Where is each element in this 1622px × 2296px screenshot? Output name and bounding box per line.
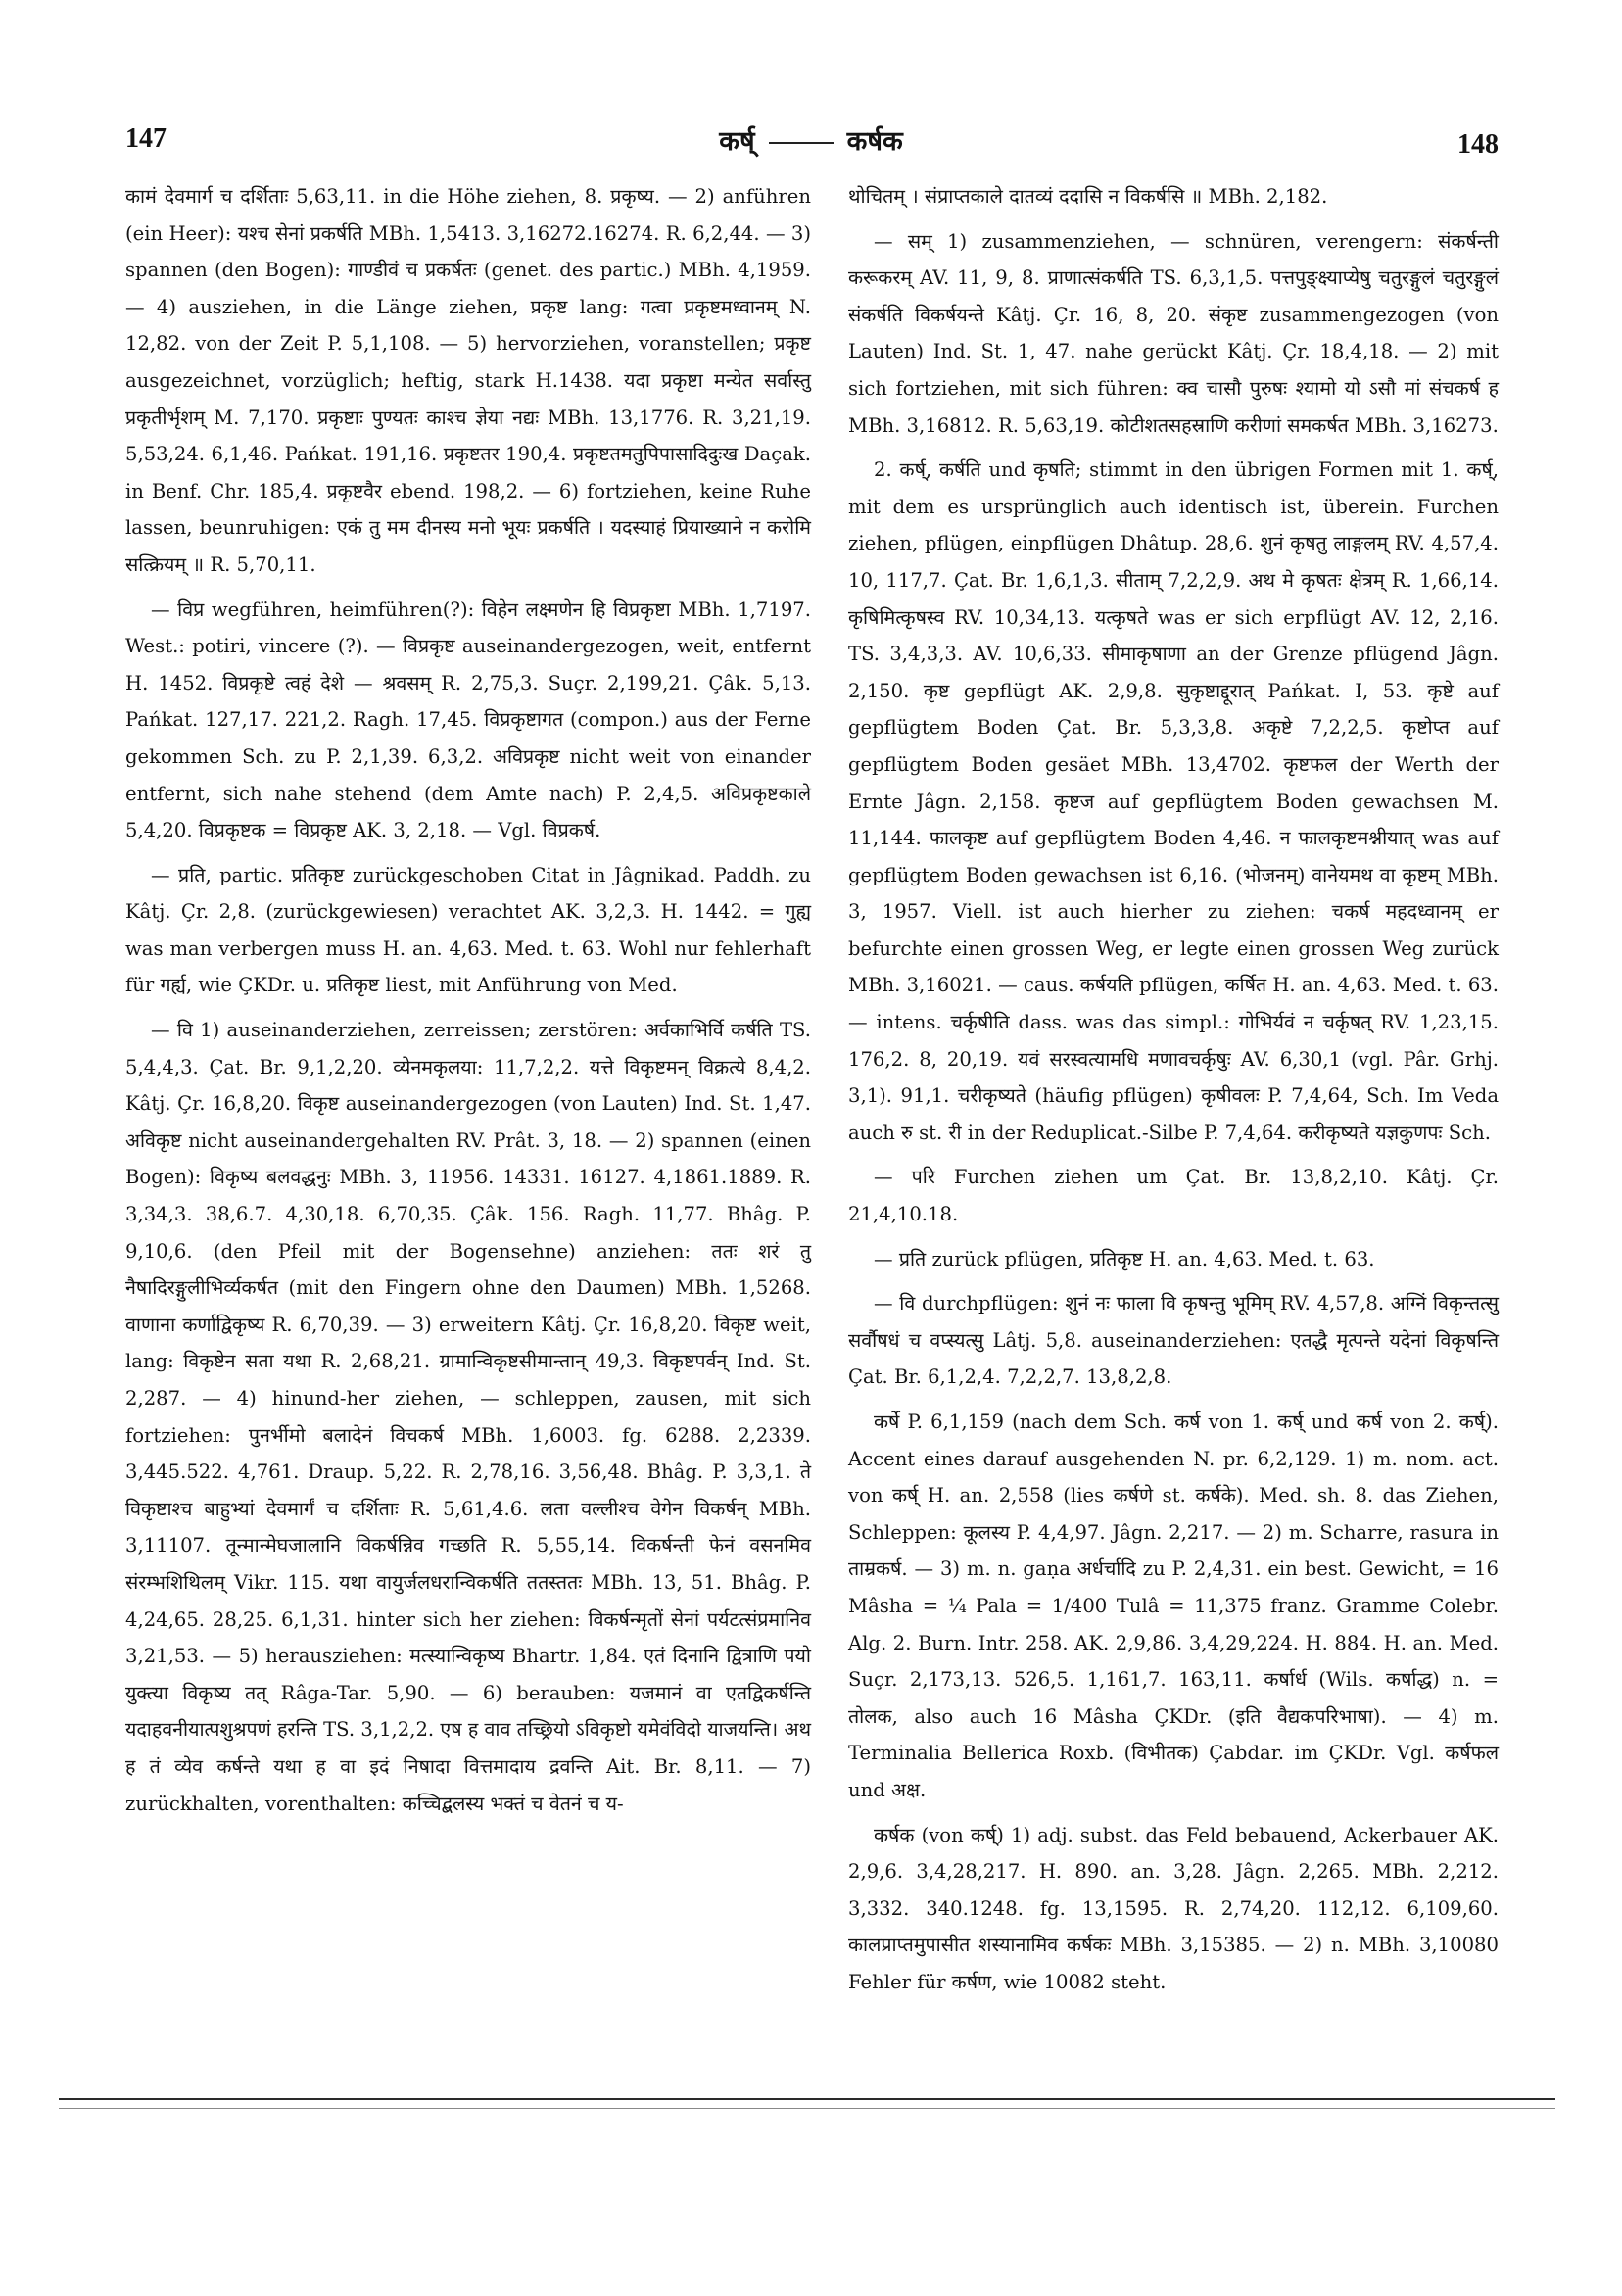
entry-paragraph: थोचितम् । संप्राप्तकाले दातव्यं ददासि न विकर्षसि ॥ MBh. 2,182. xyxy=(848,185,1328,208)
entry-paragraph: कामं देवमार्ग च दर्शिताः 5,63,11. in die Höhe ziehen, 8. प्रकृष्य. — 2) anführen (ein Heer): यश्च सेनां प्रकर्षति MBh. 1,5413. 3,16272.16274. R. 6,2,44. — 3) spannen (den Bogen): गाण्डीवं च प्रकर्षतः (genet. des partic.) MBh. 4,1959. — 4) ausziehen, in die Länge ziehen, प्रकृष्ट lang: गत्वा प्रकृष्टमध्वानम् N. 12,82. von der Zeit P. 5,1,108. — 5) hervorziehen, voranstellen; प्रकृष्ट ausgezeichnet, vorzüglich; heftig, stark H.1438. यदा प्रकृष्टा मन्येत सर्वास्तु प्रकृतीर्भृशम् M. 7,170. प्रकृष्टाः पुण्यतः काश्च ज्ञेया नद्यः MBh. 13,1776. R. 3,21,19. 5,53,24. 6,1,46. Pańkat. 191,16. प्रकृष्टतर 190,4. प्रकृष्टतमतुपिपासादिदुःख Daçak. in Benf. Chr. 185,4. प्रकृष्टवैर ebend. 198,2. — 6) fortziehen, keine Ruhe lassen, beunruhigen: एकं तु मम दीनस्य मनो भूयः प्रकर्षति । यदस्याहं प्रियाख्याने न करोमि सत्क्रियम् ॥ R. 5,70,11. xyxy=(125,185,811,576)
footer-rule-thin xyxy=(59,2108,1555,2109)
headword-left: कर्ष् xyxy=(719,126,755,157)
entry-paragraph: 2. कर्ष्, कर्षति und कृषति; stimmt in den übrigen Formen mit 1. कर्ष्, mit dem es ursprünglich auch identisch ist, überein. Furchen ziehen, pflügen, einpflügen Dhâtup. 28,6. शुनं कृषतु लाङ्गलम् RV. 4,57,4. 10, 117,7. Çat. Br. 1,6,1,3. सीताम् 7,2,2,9. अथ मे कृषतः क्षेत्रम् R. 1,66,14. कृषिमित्कृषस्व RV. 10,34,13. यत्कृषते was er sich erpflügt AV. 12, 2,16. TS. 3,4,3,3. AV. 10,6,33. सीमाकृषाणा an der Grenze pflügend Jâgn. 2,150. कृष्ट gepflügt AK. 2,9,8. सुकृष्टाद्दूरात् Pańkat. I, 53. कृष्टे auf gepflügtem Boden Çat. Br. 5,3,3,8. अकृष्टे 7,2,2,5. कृष्टोप्त auf gepflügtem Boden gesäet MBh. 13,4702. कृष्टफल der Werth der Ernte Jâgn. 2,158. कृष्टज auf gepflügtem Boden gewachsen M. 11,144. फालकृष्ट auf gepflügtem Boden 4,46. न फालकृष्टमश्नीयात् was auf gepflügtem Boden gewachsen ist 6,16. (भोजनम्) वानेयमथ वा कृष्टम् MBh. 3, 1957. Viell. ist auch hierher zu ziehen: चकर्ष महदध्वानम् er befurchte einen grossen Weg, er legte einen grossen Weg zurück MBh. 3,16021. — caus. कर्षयति pflügen, कर्षित H. an. 4,63. Med. t. 63. — intens. चर्कृषीति dass. was das simpl.: गोभिर्यवं न चर्कृषत् RV. 1,23,15. 176,2. 8, 20,19. यवं सरस्वत्यामधि मणावचर्कृषुः AV. 6,30,1 (vgl. Pâr. Grhj. 3,1). 91,1. चरीकृष्यते (häufig pflügen) कृषीवलः P. 7,4,64, Sch. Im Veda auch रु st. री in der Reduplicat.-Silbe P. 7,4,64. करीकृष्यते यज्ञकुणपः Sch. xyxy=(848,458,1499,1144)
entry-paragraph: — विप्र wegführen, heimführen(?): विहेन लक्ष्मणेन हि विप्रकृष्टा MBh. 1,7197. West.: potiri, vincere (?). — विप्रकृष्ट auseinandergezogen, weit, entfernt H. 1452. विप्रकृष्टे त्वहं देशे — श्रवसम् R. 2,75,3. Suçr. 2,199,21. Çâk. 5,13. Pańkat. 127,17. 221,2. Ragh. 17,45. विप्रकृष्टागत (compon.) aus der Ferne gekommen Sch. zu P. 2,1,39. 6,3,2. अविप्रकृष्ट nicht weit von einander entfernt, sich nahe stehend (dem Amte nach) P. 2,4,5. अविप्रकृष्टकाले 5,4,20. विप्रकृष्टक = विप्रकृष्ट AK. 3, 2,18. — Vgl. विप्रकर्ष. xyxy=(125,598,811,842)
entry-paragraph: — परि Furchen ziehen um Çat. Br. 13,8,2,10. Kâtj. Çr. 21,4,10.18. xyxy=(848,1166,1499,1226)
entry-paragraph: कर्षे P. 6,1,159 (nach dem Sch. कर्ष von 1. कर्ष् und कर्ष von 2. कर्ष्). Accent eines darauf ausgehenden N. pr. 6,2,129. 1) m. nom. act. von कर्ष् H. an. 2,558 (lies कर्षणे st. कर्षके). Med. sh. 8. das Ziehen, Schleppen: कूलस्य P. 4,4,97. Jâgn. 2,217. — 2) m. Scharre, rasura in ताम्रकर्ष. — 3) m. n. gaṇa अर्धर्चादि zu P. 2,4,31. ein best. Gewicht, = 16 Mâsha = ¼ Pala = 1/400 Tulâ = 11,375 franz. Gramme Colebr. Alg. 2. Burn. Intr. 258. AK. 2,9,86. 3,4,29,224. H. 884. H. an. Med. Suçr. 2,173,13. 526,5. 1,161,7. 163,11. कर्षार्ध (Wils. कर्षाद्ध) n. = तोलक, also auch 16 Mâsha ÇKDr. (इति वैद्यकपरिभाषा). — 4) m. Terminalia Bellerica Roxb. (विभीतक) Çabdar. im ÇKDr. Vgl. कर्षफल und अक्ष. xyxy=(848,1411,1499,1801)
entry-paragraph: — वि 1) auseinanderziehen, zerreissen; zerstören: अर्वकाभिर्वि कर्षति TS. 5,4,4,3. Çat. Br. 9,1,2,20. व्येनमकृलया: 11,7,2,2. यत्ते विकृष्टमन् विक्रत्ये 8,4,2. Kâtj. Çr. 16,8,20. विकृष्ट auseinandergezogen (von Lauten) Ind. St. 1,47. अविकृष्ट nicht auseinandergehalten RV. Prât. 3, 18. — 2) spannen (einen Bogen): विकृष्य बलवद्धनुः MBh. 3, 11956. 14331. 16127. 4,1861.1889. R. 3,34,3. 38,6.7. 4,30,18. 6,70,35. Çâk. 156. Ragh. 11,77. Bhâg. P. 9,10,6. (den Pfeil mit der Bogensehne) anziehen: ततः शरं तु नैषादिरङ्गुलीभिर्व्यकर्षत (mit den Fingern ohne den Daumen) MBh. 1,5268. वाणाना कर्णाद्विकृष्य R. 6,70,39. — 3) erweitern Kâtj. Çr. 16,8,20. विकृष्ट weit, lang: विकृष्टेन सता यथा R. 2,68,21. ग्रामान्विकृष्टसीमान्तान् 49,3. विकृष्टपर्वन् Ind. St. 2,287. — 4) hinund-her ziehen, — schleppen, zausen, mit sich fortziehen: पुनर्भीमो बलादेनं विचकर्ष MBh. 1,6003. fg. 6288. 2,2339. 3,445.522. 4,761. Draup. 5,22. R. 2,78,16. 3,56,48. Bhâg. P. 3,3,1. ते विकृष्टाश्च बाहुभ्यां देवमार्गं च दर्शिताः R. 5,61,4.6. लता वल्लीश्च वेगेन विकर्षन् MBh. 3,11107. तून्मान्मेघजालानि विकर्षन्निव गच्छति R. 5,55,14. विकर्षन्ती फेनं वसनमिव संरम्भशिथिलम् Vikr. 115. यथा वायुर्जलधरान्विकर्षति ततस्ततः MBh. 13, 51. Bhâg. P. 4,24,65. 28,25. 6,1,31. hinter sich her ziehen: विकर्षन्मृतों सेनां पर्यटत्संप्रमानिव 3,21,53. — 5) herausziehen: मत्स्यान्विकृष्य Bhartr. 1,84. एतं दिनानि द्वित्राणि पयो युक्त्या विकृष्य तत् Râga-Tar. 5,90. — 6) berauben: यजमानं वा एतद्विकर्षन्ति यदाहवनीयात्पशुश्रपणं हरन्ति TS. 3,1,2,2. एष ह वाव तच्छ्रियो ऽविकृष्टो यमेवंविदो याजयन्ति। अथ ह तं व्येव कर्षन्ते यथा ह वा इदं निषादा वित्तमादाय द्रवन्ति Ait. Br. 8,11. — 7) zurückhalten, vorenthalten: कच्चिद्बलस्य भक्तं च वेतनं च य- xyxy=(125,1019,811,1815)
left-column xyxy=(125,178,811,1822)
entry-paragraph: कर्षक (von कर्ष्) 1) adj. subst. das Feld bebauend, Ackerbauer AK. 2,9,6. 3,4,28,217. H. 890. an. 3,28. Jâgn. 2,265. MBh. 2,212. 3,332. 340.1248. fg. 13,1595. R. 2,74,20. 112,12. 6,109,60. कालप्राप्तमुपासीत शस्यानामिव कर्षकः MBh. 3,15385. — 2) n. MBh. 3,10080 Fehler für कर्षण, wie 10082 steht. xyxy=(848,1823,1499,1993)
entry-paragraph: — वि durchpflügen: शुनं नः फाला वि कृषन्तु भूमिम् RV. 4,57,8. अग्निं विकृन्तत्सु सर्वौषधं च वप्स्यत्सु Lâtj. 5,8. auseinanderziehen: एतद्धै मृत्पन्ते यदेनां विकृषन्ति Çat. Br. 6,1,2,4. 7,2,2,7. 13,8,2,8. xyxy=(848,1292,1499,1389)
headword-right: कर्षक xyxy=(846,126,903,157)
footer-rule xyxy=(59,2098,1555,2100)
running-head xyxy=(0,121,1622,158)
page-number-right: 148 xyxy=(1457,129,1499,160)
right-column xyxy=(848,178,1499,2001)
entry-paragraph: — प्रति zurück pflügen, प्रतिकृष्ट H. an. 4,63. Med. t. 63. xyxy=(874,1247,1375,1270)
page-number-left: 147 xyxy=(125,123,167,154)
entry-paragraph: — सम् 1) zusammenziehen, — schnüren, verengern: संकर्षन्ती करूकरम् AV. 11, 9, 8. प्राणात्संकर्षति TS. 6,3,1,5. पत्तपुङ्क्ष्याप्येषु चतुरङ्गुलं चतुरङ्गुलं संकर्षति विकर्षयन्ते Kâtj. Çr. 16, 8, 20. संकृष्ट zusammengezogen (von Lauten) Ind. St. 1, 47. nahe gerückt Kâtj. Çr. 18,4,18. — 2) mit sich fortziehen, mit sich führen: क्व चासौ पुरुषः श्यामो यो ऽसौ मां संचकर्ष ह MBh. 3,16812. R. 5,63,19. कोटीशतसहस्राणि करीणां समकर्षत MBh. 3,16273. xyxy=(848,229,1499,437)
entry-paragraph: — प्रति, partic. प्रतिकृष्ट zurückgeschoben Citat in Jâgnikad. Paddh. zu Kâtj. Çr. 2,8. (zurückgewiesen) verachtet AK. 3,2,3. H. 1442. = गुह्य was man verbergen muss H. an. 4,63. Med. t. 63. Wohl nur fehlerhaft für गर्ह्य, wie ÇKDr. u. प्रतिकृष्ट liest, mit Anführung von Med. xyxy=(125,863,811,997)
headword-dash xyxy=(769,142,834,144)
